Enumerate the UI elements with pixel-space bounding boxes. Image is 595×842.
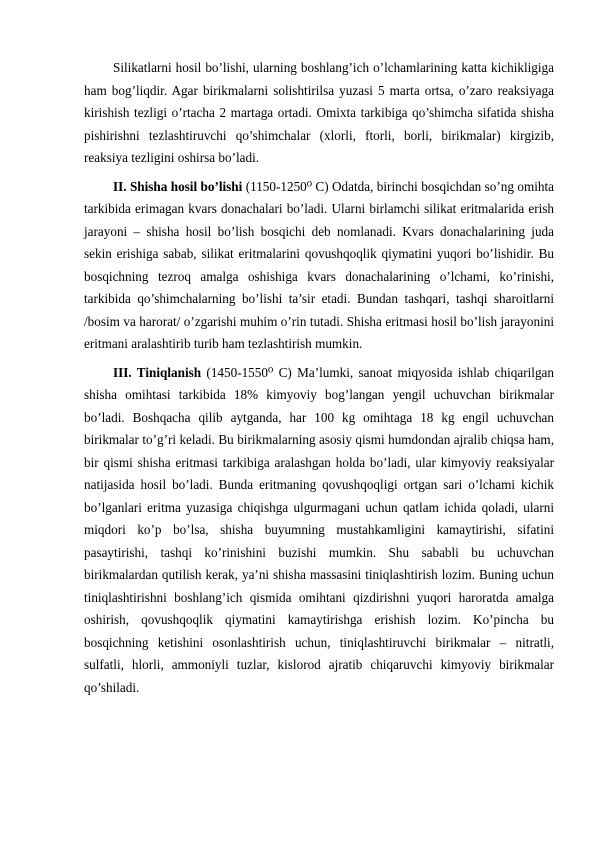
paragraph-silicate-formation bbox=[84, 57, 554, 170]
document-body bbox=[84, 57, 554, 705]
paragraph-text: (1450-1550⁰ C) Ma’lumki, sanoat miqyosida ishlab chiqarilgan shisha omihtasi tarkibida 18% kimyoviy bog’langan yengil uchuvchan birikmalar bo’ladi. Boshqacha qilib aytganda, har 100 kg omihtaga 18 kg engil uchuvchan birikmalar to’g’ri keladi. Bu birikmalarning asosiy qismi humdondan ajralib chiqsa ham, bir qismi shisha eritmasi tarkibiga aralashgan holda bo’ladi, ular kimyoviy reaksiyalar natijasida hosil bo’ladi. Bunda eritmaning qovushqoqligi ortgan sari o’lchami kichik bo’lganlari eritma yuzasiga chiqishga ulgurmagani uchun qatlam ichida qoladi, ularni miqdori ko’p bo’lsa, shisha buyumning mustahkamligini kamaytirishi, sifatini pasaytirishi, tashqi ko’rinishini buzishi mumkin. Shu sababli bu uchuvchan birikmalardan qutilish kerak, ya’ni shisha massasini tiniqlashtirish lozim. Buning uchun tiniqlashtirishni boshlang’ich qismida omihtani qizdirishni yuqori haroratda amalga oshirish, qovushqoqlik qiymatini kamaytirishga erishish lozim. Ko’pincha bu bosqichning ketishini osonlashtirish uchun, tiniqlashtiruvchi birikmalar – nitratli, sulfatli, hlorli, ammoniyli tuzlar, kislorod ajratib chiqaruvchi kimyoviy birikmalar qo’shiladi. bbox=[84, 364, 554, 695]
paragraph-text: (1150-1250⁰ C) Odatda, birinchi bosqichdan so’ng omihta tarkibida erimagan kvars donachalari bo’ladi. Ularni birlamchi silikat eritmalarida erish jarayoni – shisha hosil bo’lish bosqichi deb nomlanadi. Kvars donachalarining juda sekin erishiga sabab, silikat eritmalarini qovushqoqlik qiymatini yuqori bo’lishidir. Bu bosqichning tezroq amalga oshishiga kvars donachalarining o’lchami, ko’rinishi, tarkibida qo’shimchalarning bo’lishi ta’sir etadi. Bundan tashqari, tashqi sharoitlarni /bosim va harorat/ o’zgarishi muhim o’rin tutadi. Shisha eritmasi hosil bo’lish jarayonini eritmani aralashtirib turib ham tezlashtirish mumkin. bbox=[84, 178, 554, 351]
paragraph-glass-formation bbox=[84, 176, 554, 356]
paragraph-heading-glass-formation: II. Shisha hosil bo’lishi bbox=[113, 178, 243, 194]
paragraph-heading-fining: III. Tiniqlanish bbox=[113, 364, 202, 380]
paragraph-fining bbox=[84, 362, 554, 700]
paragraph-text: Silikatlarni hosil bo’lishi, ularning boshlang’ich o’lchamlarining katta kichikligiga ham bog’liqdir. Agar birikmalarni solishtirilsa yuzasi 5 marta ortsa, o’zaro reaksiyaga kirishish tezligi o’rtacha 2 martaga ortadi. Omixta tarkibiga qo’shimcha sifatida shisha pishirishni tezlashtiruvchi qo’shimchalar (xlorli, ftorli, borli, birikmalar) kirgizib, reaksiya tezligini oshirsa bo’ladi. bbox=[84, 60, 554, 165]
